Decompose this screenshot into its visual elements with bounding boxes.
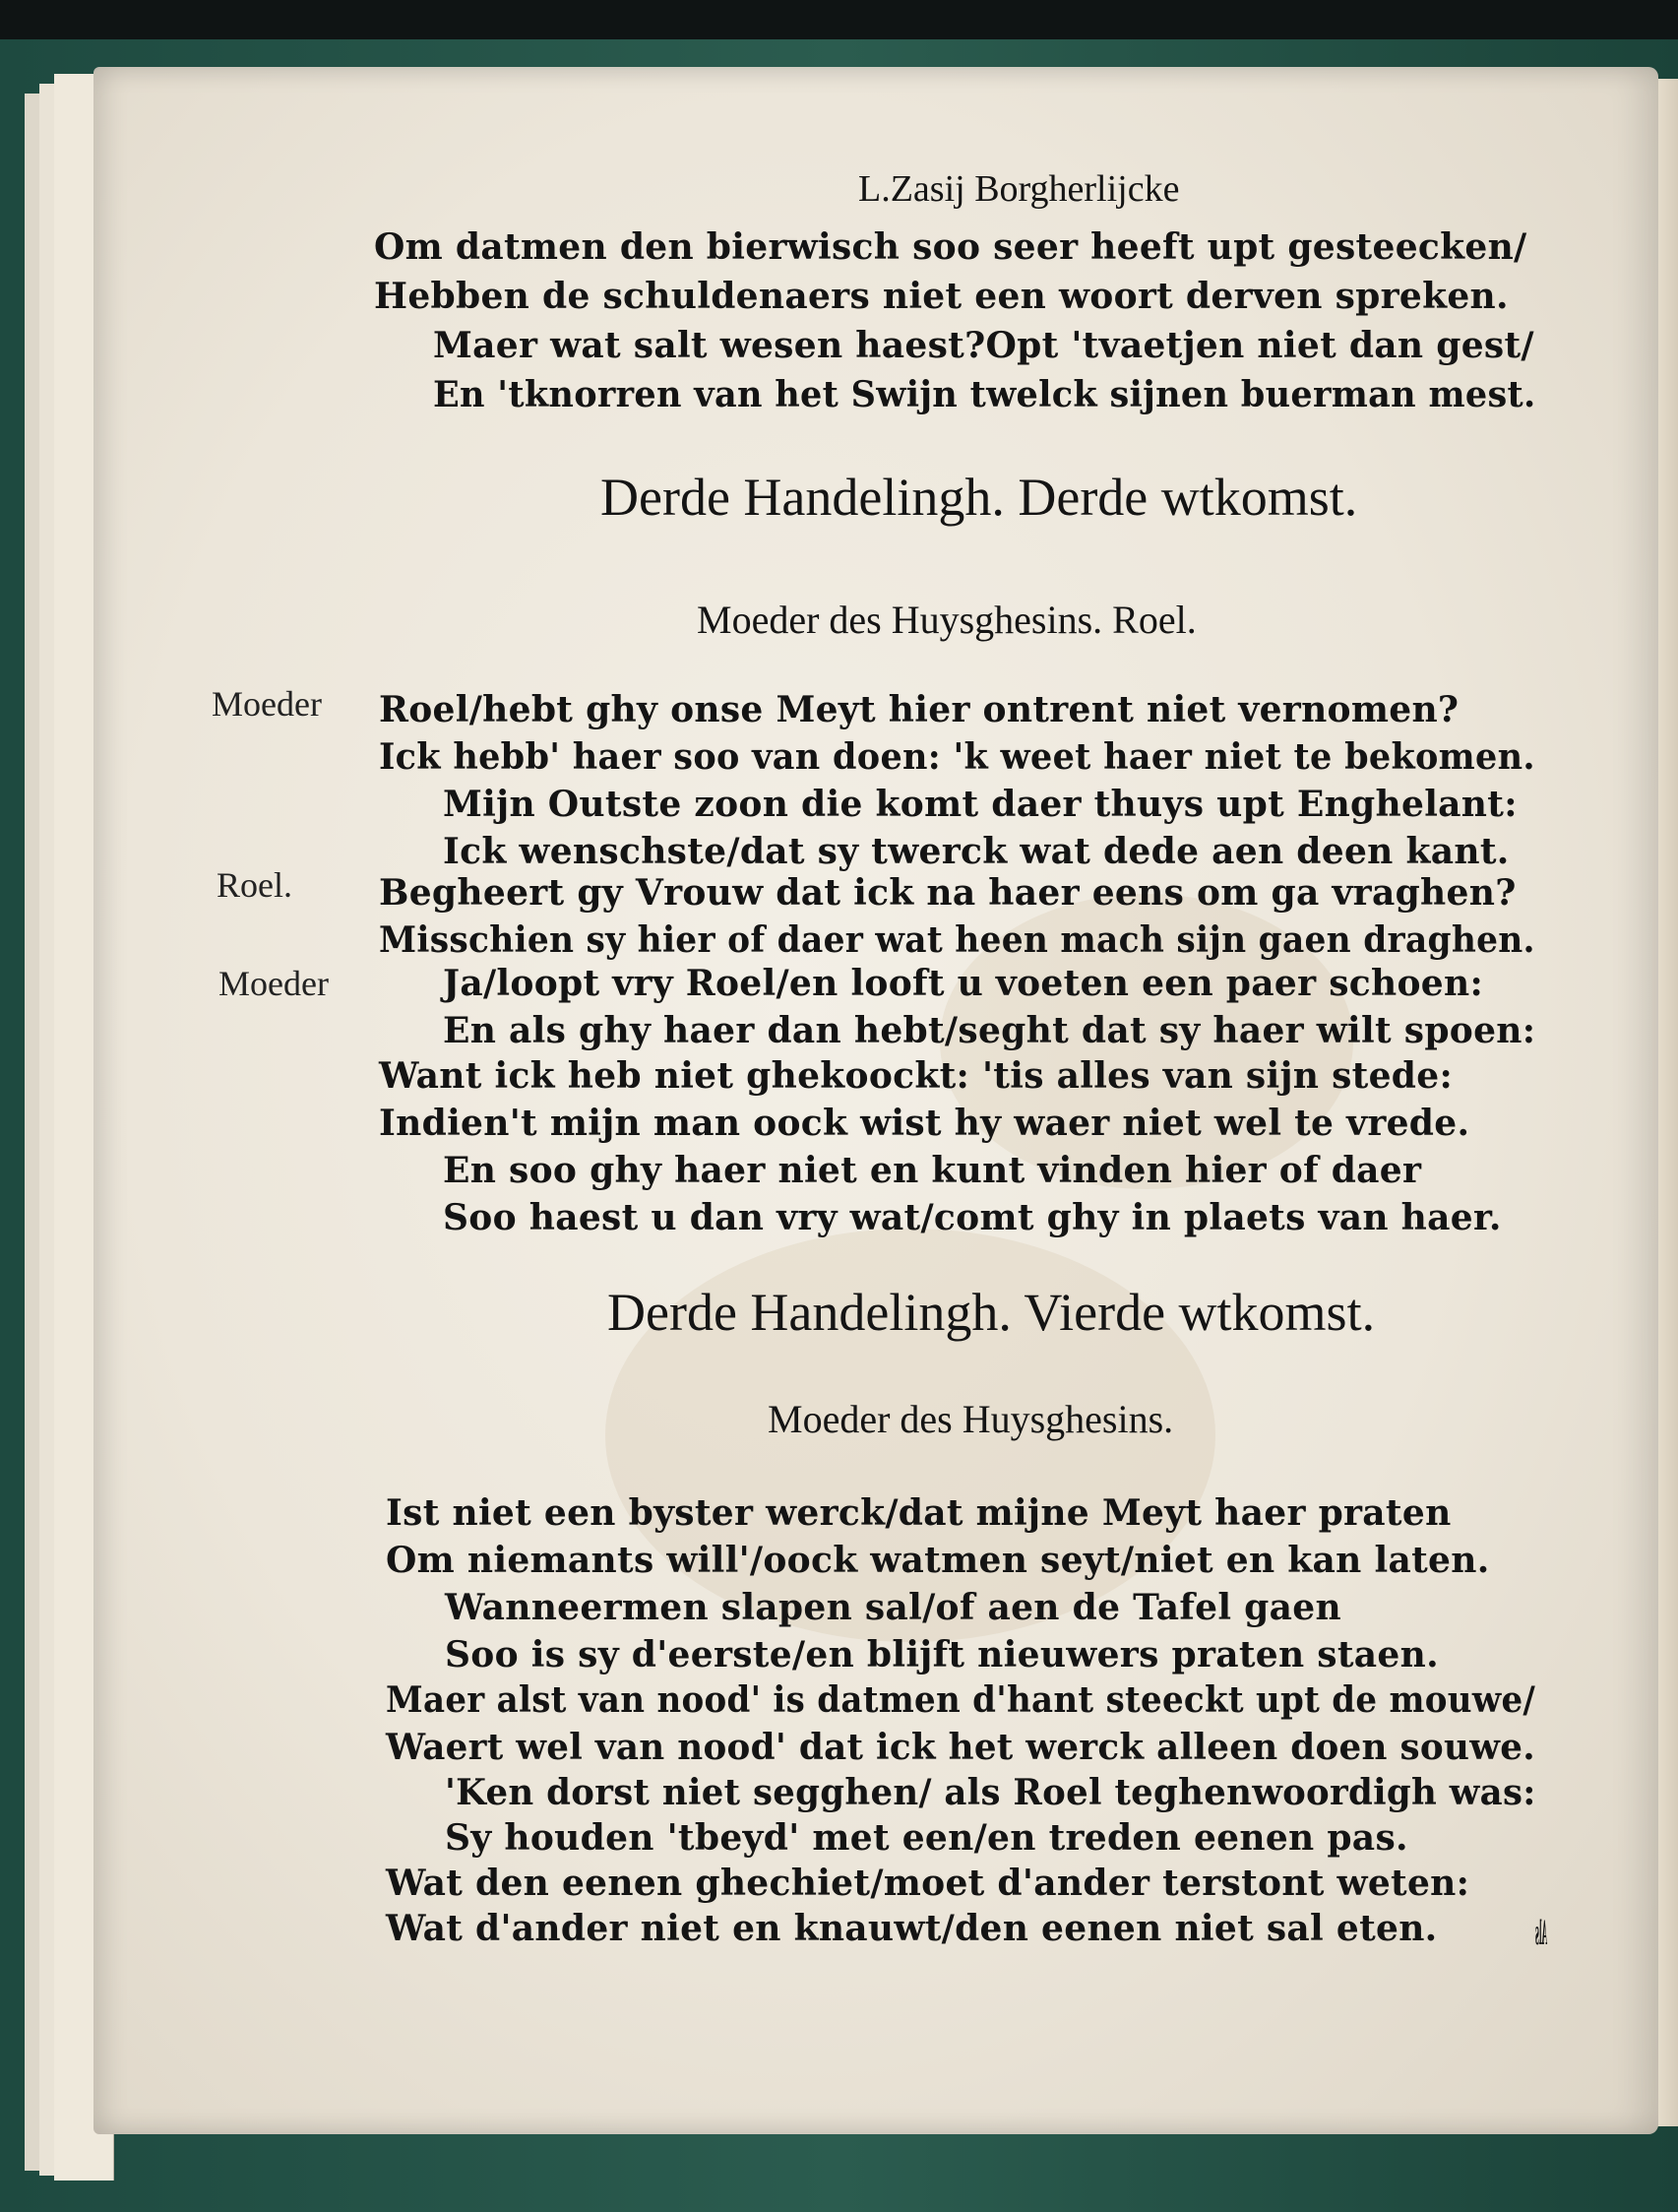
verse-line: Indien't mijn man oock wist hy waer niet wel te vrede. (379, 1103, 1470, 1144)
verse-line: Ja/loopt vry Roel/en looft u voeten een paer schoen: (443, 963, 1484, 1004)
verse-line: En soo ghy haer niet en kunt vinden hier of daer (443, 1150, 1422, 1191)
verse-line: Ist niet een byster werck/dat mijne Meyt haer praten (386, 1492, 1452, 1534)
cast-list: Moeder des Huysghesins. Roel. (697, 598, 1197, 642)
verse-line: Om datmen den bierwisch soo seer heeft upt gesteecken/ (374, 226, 1527, 268)
verse-line: En 'tknorren van het Swijn twelck sijnen buerman mest. (433, 374, 1536, 415)
verse-line: Wanneermen slapen sal/of aen de Tafel gaen (445, 1587, 1341, 1628)
cast-list: Moeder des Huysghesins. (768, 1397, 1174, 1441)
speaker-label: Moeder (212, 684, 322, 724)
scene-title: Derde Handelingh. Derde wtkomst. (600, 468, 1358, 527)
verse-line: Ick hebb' haer soo van doen: 'k weet haer niet te bekomen. (379, 736, 1535, 778)
verse-line: Soo is sy d'eerste/en blijft nieuwers praten staen. (445, 1634, 1439, 1675)
catchword: Als (1534, 1914, 1547, 1953)
verse-line: Sy houden 'tbeyd' met een/en treden eenen pas. (445, 1817, 1408, 1859)
verse-line: Roel/hebt ghy onse Meyt hier ontrent niet vernomen? (379, 689, 1460, 730)
speaker-label: Roel. (217, 865, 292, 905)
verse-line: Om niemants will'/oock watmen seyt/niet en kan laten. (386, 1540, 1490, 1581)
verse-line: Ick wenschste/dat sy twerck wat dede aen deen kant. (443, 831, 1510, 872)
verse-line: 'Ken dorst niet segghen/ als Roel teghenwoordigh was: (445, 1772, 1536, 1813)
running-header: L.Zasij Borgherlijcke (858, 168, 1180, 210)
verse-line: Hebben de schuldenaers niet een woort derven spreken. (374, 276, 1509, 317)
verse-line: Begheert gy Vrouw dat ick na haer eens om ga vraghen? (379, 872, 1517, 914)
verse-line: Mijn Outste zoon die komt daer thuys upt Enghelant: (443, 784, 1518, 825)
verse-line: Wat d'ander niet en knauwt/den eenen niet sal eten. (386, 1908, 1438, 1949)
verse-line: Soo haest u dan vry wat/comt ghy in plaets van haer. (443, 1197, 1502, 1238)
verse-line: Maer alst van nood' is datmen d'hant steeckt upt de mouwe/ (386, 1679, 1536, 1721)
speaker-label: Moeder (218, 964, 329, 1003)
verse-line: Maer wat salt wesen haest?Opt 'tvaetjen niet dan gest/ (433, 325, 1534, 366)
verse-line: Waert wel van nood' dat ick het werck alleen doen souwe. (386, 1727, 1535, 1768)
scene-title: Derde Handelingh. Vierde wtkomst. (607, 1283, 1376, 1342)
verse-line: En als ghy haer dan hebt/seght dat sy haer wilt spoen: (443, 1010, 1536, 1051)
verse-line: Misschien sy hier of daer wat heen mach sijn gaen draghen. (379, 919, 1535, 961)
verse-line: Wat den eenen ghechiet/moet d'ander terstont weten: (386, 1863, 1470, 1904)
verse-line: Want ick heb niet ghekoockt: 'tis alles van sijn stede: (379, 1055, 1454, 1097)
